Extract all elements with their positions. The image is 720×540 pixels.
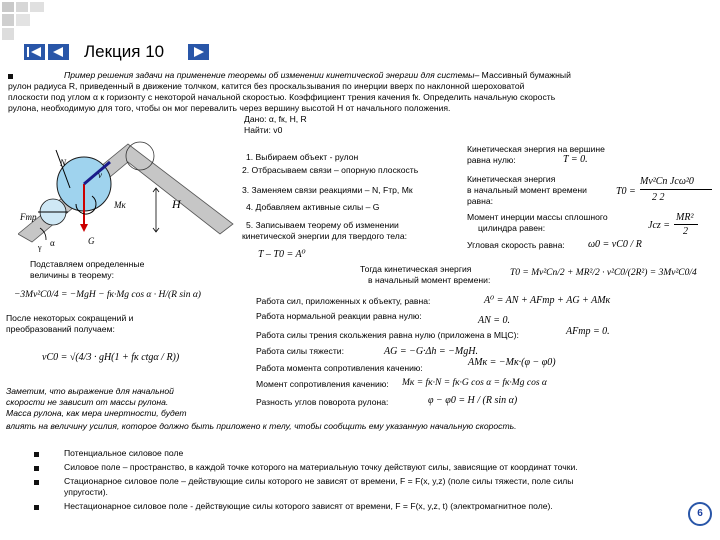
theorem-formula: T – T0 = A⁰ — [258, 249, 306, 260]
angular-speed: Угловая скорость равна: — [467, 240, 565, 250]
a-ftr-formula: AFтр = 0. — [566, 326, 610, 337]
jc-formula-top: MR² — [676, 212, 694, 223]
work-6: Момент сопротивления качению: — [256, 379, 389, 389]
after-a: После некоторых сокращений и — [6, 313, 134, 323]
bullet-2: Силовое поле – пространство, в каждой точке которого на материальную точку действуют силы, зависящие от координат точки. — [64, 462, 578, 472]
ke-top-b: равна нулю: — [467, 155, 516, 165]
roll-diagram — [18, 132, 246, 254]
label-gamma: γ — [38, 243, 42, 252]
label-v: v — [98, 170, 102, 180]
bullet-marker — [34, 480, 39, 485]
task-line-4: рулона, необходимую для того, чтобы он мог перевалить через вершину высотой H от начального положения. — [8, 103, 451, 113]
step-3: 3. Заменяем связи реакциями – N, Fтр, Mк — [242, 185, 413, 195]
note-c: Масса рулона, как мера инертности, будет — [6, 408, 187, 418]
t0-formula-bottom: 2 2 — [652, 192, 665, 203]
then-b: в начальный момент времени: — [368, 275, 491, 285]
subst-a: Подставляем определенные — [30, 259, 145, 269]
a-mk-formula: AMк = −Mк·(φ − φ0) — [468, 357, 556, 368]
work-1: Работа сил, приложенных к объекту, равна: — [256, 296, 431, 306]
label-alpha: α — [50, 238, 55, 248]
label-n: N — [60, 158, 67, 168]
task-line1-rest: Массивный бумажный — [479, 70, 571, 80]
ke-top-eq: T = 0. — [563, 154, 588, 165]
given: Дано: α, fк, H, R — [244, 114, 307, 124]
then-a: Тогда кинетическая энергия — [360, 264, 472, 274]
a-n-formula: AN = 0. — [478, 315, 511, 326]
label-ftr: Fтр — [20, 212, 37, 222]
t0-fraction-bar — [640, 189, 712, 190]
bullet-3a: Стационарное силовое поле – действующие силы которого не зависят от времени, F = F(x, y,z) (поле силы тяжести, поле силы — [64, 476, 574, 486]
bullet-3b: упругости). — [64, 487, 108, 497]
back-arrow-icon — [48, 44, 69, 60]
prev-slide-button[interactable] — [24, 44, 45, 60]
after-b: преобразований получаем: — [6, 324, 115, 334]
bullet-marker — [34, 452, 39, 457]
step-2: 2. Отбрасываем связи – опорную плоскость — [242, 165, 419, 175]
subst-formula: −3Mv²С0/4 = −MgH − fк·Mg cos α · H/(R sin α) — [14, 290, 201, 300]
page-title: Лекция 10 — [84, 42, 165, 61]
step-4: 4. Добавляем активные силы – G — [246, 202, 380, 212]
page-number-badge — [688, 502, 712, 526]
step-5a: 5. Записываем теорему об изменении — [246, 220, 399, 230]
note-b: скорости не зависит от массы рулона. — [6, 397, 169, 407]
prev-button-back[interactable] — [48, 44, 69, 60]
task-line-3: плоскости под углом α к горизонту с некоторой начальной скоростью. Коэффициент трения качения fк. Определить начальную скорость — [8, 92, 556, 102]
a-g-formula: AG = −G·Δh = −MgH. — [384, 346, 478, 357]
corner-decoration — [0, 0, 60, 50]
ke-start-c: равна: — [467, 196, 494, 206]
inertia-b: цилиндра равен: — [478, 223, 546, 233]
gravity-arrowhead — [80, 224, 88, 232]
bullet-marker — [34, 505, 39, 510]
ke-top-a: Кинетическая энергия на вершине — [467, 144, 605, 154]
note-d: влиять на величину усилия, которое должно быть приложено к телу, чтобы сообщить ему указанную начальную скорость. — [6, 421, 517, 431]
t0-formula-lhs: T0 = — [616, 186, 636, 197]
work-4: Работа силы тяжести: — [256, 346, 344, 356]
ke-start-a: Кинетическая энергия — [467, 174, 556, 184]
incline-surface — [18, 144, 233, 242]
omega-formula: ω0 = vС0 / R — [588, 239, 642, 250]
label-mk: Mк — [114, 200, 126, 210]
next-slide-button[interactable] — [188, 44, 209, 60]
step-1: 1. Выбираем объект - рулон — [246, 152, 359, 162]
result-formula: vС0 = √(4/3 · gH(1 + fк ctgα / R)) — [42, 352, 180, 363]
task-line-2: рулон радиуса R, приведенный в движение толчком, катится без проскальзывания по инерции вверх по наклонной шероховатой — [8, 81, 525, 91]
jc-fraction-bar — [674, 224, 698, 225]
label-g: G — [88, 236, 95, 246]
step-5b: кинетической энергии для твердого тела: — [242, 231, 407, 241]
page-number: 6 — [697, 508, 703, 519]
bullet-marker — [8, 74, 13, 79]
bullet-marker — [34, 466, 39, 471]
task-title: Пример решения задачи на применение теоремы об изменении кинетической энергии для системы– — [64, 70, 480, 80]
work-7: Разность углов поворота рулона: — [256, 397, 389, 407]
prev-slide-icon — [24, 44, 45, 60]
bullet-1: Потенциальное силовое поле — [64, 448, 184, 458]
task-line-1 — [64, 70, 571, 81]
jc-formula-bottom: 2 — [683, 226, 688, 237]
jc-formula-lhs: Jсz = — [648, 220, 671, 231]
label-h: H — [172, 197, 181, 211]
next-slide-icon — [188, 44, 209, 60]
note-a: Заметим, что выражение для начальной — [6, 386, 174, 396]
work-5: Работа момента сопротивления качению: — [256, 363, 423, 373]
a-sum-formula: A⁰ = AN + AFтр + AG + AMк — [484, 295, 611, 306]
phi-formula: φ − φ0 = H / (R sin α) — [428, 395, 518, 406]
bullet-4: Нестационарное силовое поле - действующие силы которого зависят от времени, F = F(x, y,z, t) (электромагнитное поле). — [64, 501, 553, 511]
mk-formula: Mк = fк·N = fк·G cos α = fк·Mg cos α — [402, 378, 547, 388]
find: Найти: v0 — [244, 125, 283, 135]
subst-b: величины в теорему: — [30, 270, 114, 280]
t0-formula-top: Mv²Сп Jсω²0 — [640, 176, 694, 187]
work-3: Работа силы трения скольжения равна нулю (приложена в МЦС): — [256, 330, 519, 340]
inertia-a: Момент инерции массы сплошного — [467, 212, 608, 222]
work-2: Работа нормальной реакции равна нулю: — [256, 311, 422, 321]
ke-start-b: в начальный момент времени — [467, 185, 587, 195]
t0b-formula: T0 = Mv²Сп/2 + MR²/2 · v²С0/(2R²) = 3Mv²С0/4 — [510, 268, 697, 278]
